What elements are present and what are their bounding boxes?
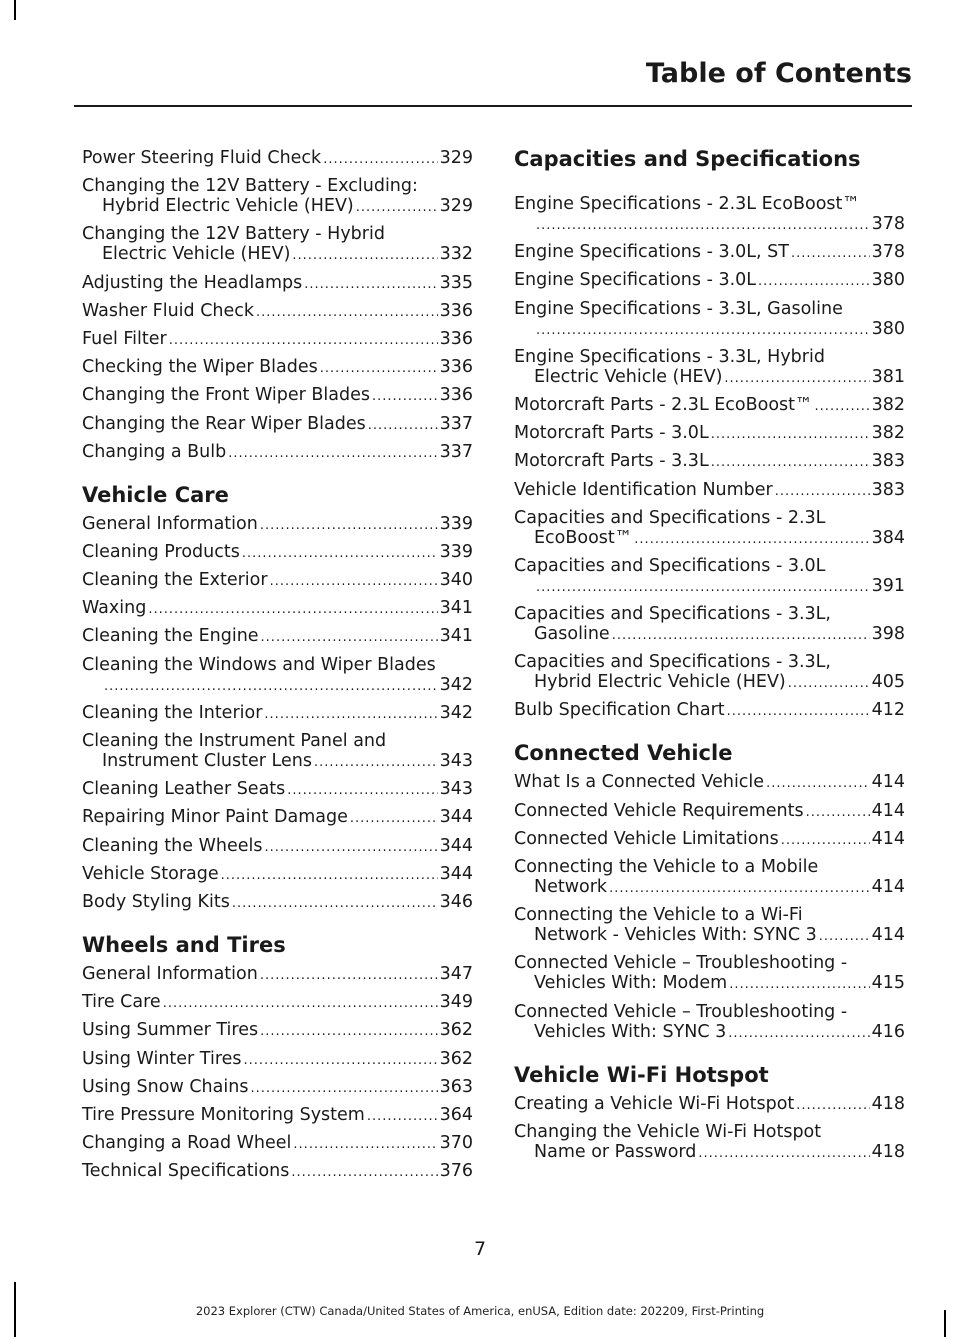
toc-entry-page: 370 <box>439 1133 473 1154</box>
toc-entry-page: 364 <box>439 1104 473 1125</box>
toc-entry-page: 341 <box>439 626 473 647</box>
toc-entry[interactable] <box>514 700 905 722</box>
toc-entry-title: Vehicles With: Modem <box>534 973 728 994</box>
dot-leader <box>711 453 870 473</box>
toc-entry-title: Connecting the Vehicle to a Mobile <box>514 857 819 877</box>
toc-entry-page: 344 <box>439 863 473 884</box>
toc-entry-title: Electric Vehicle (HEV) <box>102 244 291 265</box>
toc-entry[interactable] <box>514 1002 905 1044</box>
toc-entry[interactable] <box>82 357 473 379</box>
dot-leader <box>758 272 870 292</box>
toc-entry[interactable] <box>514 270 905 292</box>
toc-entry[interactable] <box>514 1094 905 1116</box>
toc-left-column <box>82 148 473 1189</box>
dot-leader <box>261 628 438 648</box>
dot-leader <box>260 966 438 986</box>
toc-entry-title: Capacities and Specifications - 3.0L <box>514 555 826 576</box>
toc-entry-page: 339 <box>439 513 473 534</box>
toc-entry-title: Using Snow Chains <box>82 1076 249 1097</box>
toc-entry[interactable] <box>82 514 473 536</box>
toc-entry-title: Engine Specifications - 3.0L, ST <box>514 242 789 263</box>
toc-entry-page: 336 <box>439 300 473 321</box>
toc-entry-title: General Information <box>82 963 258 984</box>
dot-leader <box>819 927 870 947</box>
toc-entry-page: 343 <box>439 751 473 771</box>
toc-entry-title: Motorcraft Parts - 3.0L <box>514 423 709 444</box>
toc-entry-title: Connecting the Vehicle to a Wi-Fi <box>514 905 803 926</box>
toc-entry[interactable] <box>82 385 473 407</box>
dot-leader <box>260 1022 438 1042</box>
dot-leader <box>244 1051 438 1071</box>
toc-entry-title: Capacities and Specifications - 3.3L, <box>514 652 831 673</box>
dot-leader <box>728 1024 869 1044</box>
toc-entry-title: Cleaning the Exterior <box>82 570 268 591</box>
toc-entry-title: Using Summer Tires <box>82 1020 259 1041</box>
toc-entry-page: 381 <box>871 366 905 387</box>
toc-entry[interactable] <box>82 1020 473 1042</box>
toc-entry-page: 363 <box>439 1076 473 1097</box>
toc-entry-page: 384 <box>871 527 905 548</box>
toc-entry-title: Changing the 12V Battery - Excluding: <box>82 176 418 197</box>
dot-leader <box>766 774 870 794</box>
toc-entry-title: Technical Specifications <box>82 1161 290 1182</box>
toc-entry-title: Hybrid Electric Vehicle (HEV) <box>102 196 354 217</box>
toc-entry[interactable] <box>82 1105 473 1127</box>
section-heading: Wheels and Tires <box>82 932 286 957</box>
dot-leader <box>634 530 869 550</box>
dot-leader <box>536 216 870 236</box>
dot-leader <box>169 331 438 351</box>
toc-entry-page: 382 <box>871 394 905 415</box>
dot-leader <box>788 674 870 694</box>
dot-leader <box>536 321 870 341</box>
dot-leader <box>260 516 438 536</box>
dot-leader <box>781 831 870 851</box>
toc-entry-page: 414 <box>871 828 905 849</box>
dot-leader <box>291 1163 437 1183</box>
dot-leader <box>287 781 437 801</box>
toc-entry-page: 332 <box>439 244 473 265</box>
toc-right-column <box>514 146 905 1170</box>
toc-entry-page: 336 <box>439 328 473 349</box>
toc-entry-page: 414 <box>871 772 905 793</box>
section-heading: Vehicle Care <box>82 482 229 507</box>
toc-entry[interactable] <box>514 194 905 236</box>
dot-leader <box>609 879 870 899</box>
toc-entry-title: Network - Vehicles With: SYNC 3 <box>534 925 817 946</box>
dot-leader <box>727 702 870 722</box>
toc-entry[interactable] <box>82 864 473 886</box>
toc-entry-page: 376 <box>439 1161 473 1182</box>
toc-entry-title: Vehicle Identification Number <box>514 479 773 500</box>
toc-entry-title: Fuel Filter <box>82 328 167 349</box>
toc-entry-title: Vehicle Storage <box>82 863 219 884</box>
toc-entry-page: 336 <box>439 385 473 406</box>
toc-entry-title: Network <box>534 877 608 897</box>
toc-entry[interactable] <box>514 508 905 550</box>
toc-entry[interactable] <box>82 301 473 323</box>
dot-leader <box>221 866 438 886</box>
toc-entry[interactable] <box>514 299 905 341</box>
dot-leader <box>356 198 438 218</box>
dot-leader <box>148 600 437 620</box>
toc-entry[interactable] <box>82 655 473 697</box>
header-rule <box>74 105 912 107</box>
section-heading: Capacities and Specifications <box>514 147 861 171</box>
toc-entry[interactable] <box>514 1122 905 1164</box>
toc-entry-title: Motorcraft Parts - 2.3L EcoBoost™ <box>514 394 813 415</box>
dot-leader <box>372 387 438 407</box>
toc-entry-title: Changing the Vehicle Wi-Fi Hotspot <box>514 1121 822 1142</box>
toc-entry-title: Changing the 12V Battery - Hybrid <box>82 224 385 245</box>
toc-entry-page: 349 <box>439 992 473 1013</box>
toc-entry[interactable] <box>514 451 905 473</box>
toc-entry-title: Connected Vehicle Limitations <box>514 828 779 849</box>
toc-entry-page: 378 <box>871 242 905 263</box>
toc-entry[interactable] <box>514 242 905 264</box>
toc-entry-title: What Is a Connected Vehicle <box>514 772 765 793</box>
toc-entry-page: 378 <box>871 214 905 234</box>
toc-entry[interactable] <box>514 829 905 851</box>
toc-entry[interactable] <box>82 892 473 914</box>
dot-leader <box>698 1144 869 1164</box>
toc-entry-page: 412 <box>871 700 905 721</box>
dot-leader <box>320 359 438 379</box>
toc-entry-title: Connected Vehicle – Troubleshooting - <box>514 953 848 974</box>
toc-entry[interactable] <box>82 1077 473 1099</box>
toc-entry[interactable] <box>82 1161 473 1183</box>
toc-entry[interactable] <box>514 652 905 694</box>
dot-leader <box>242 544 438 564</box>
toc-entry[interactable] <box>82 542 473 564</box>
toc-entry-title: Name or Password <box>534 1141 697 1162</box>
toc-entry-page: 342 <box>439 674 473 695</box>
dot-leader <box>815 397 870 417</box>
toc-entry[interactable] <box>514 556 905 598</box>
toc-entry[interactable] <box>82 807 473 829</box>
toc-entry-title: Washer Fluid Check <box>82 300 255 321</box>
toc-entry[interactable] <box>82 148 473 170</box>
toc-entry-page: 380 <box>871 270 905 291</box>
toc-entry-title: Using Winter Tires <box>82 1048 242 1069</box>
toc-entry-title: Cleaning the Engine <box>82 626 259 647</box>
dot-leader <box>612 626 870 646</box>
toc-entry-title: EcoBoost™ <box>534 527 633 548</box>
toc-entry-page: 329 <box>439 196 473 217</box>
toc-entry[interactable] <box>82 273 473 295</box>
toc-entry[interactable] <box>82 329 473 351</box>
toc-entry[interactable] <box>82 1133 473 1155</box>
toc-entry-page: 383 <box>871 479 905 500</box>
toc-entry[interactable] <box>82 442 473 464</box>
toc-entry-title: Changing a Bulb <box>82 441 227 462</box>
toc-entry-title: Changing the Rear Wiper Blades <box>82 413 366 434</box>
toc-entry-page: 339 <box>439 541 473 562</box>
crop-mark-top-left <box>14 0 16 20</box>
toc-entry[interactable] <box>82 779 473 801</box>
dot-leader <box>796 1096 869 1116</box>
toc-entry-page: 362 <box>439 1048 473 1069</box>
toc-entry[interactable] <box>514 953 905 995</box>
toc-entry-page: 336 <box>439 357 473 378</box>
toc-entry-title: General Information <box>82 513 258 534</box>
toc-entry-title: Body Styling Kits <box>82 891 230 912</box>
dot-leader <box>791 244 870 264</box>
toc-entry-page: 344 <box>439 835 473 856</box>
toc-entry-page: 405 <box>871 672 905 693</box>
toc-entry-page: 342 <box>439 702 473 723</box>
toc-entry[interactable] <box>514 772 905 794</box>
toc-entry-title: Engine Specifications - 3.3L, Hybrid <box>514 346 825 367</box>
dot-leader <box>232 894 438 914</box>
toc-entry-page: 414 <box>871 877 905 897</box>
toc-entry-title: Creating a Vehicle Wi-Fi Hotspot <box>514 1093 795 1114</box>
toc-entry-page: 346 <box>439 891 473 912</box>
dot-leader <box>264 838 437 858</box>
dot-leader <box>270 572 438 592</box>
toc-entry-title: Cleaning Leather Seats <box>82 779 286 800</box>
toc-entry-title: Changing a Road Wheel <box>82 1133 292 1154</box>
dot-leader <box>292 246 437 266</box>
toc-entry[interactable] <box>82 224 473 266</box>
toc-entry-title: Motorcraft Parts - 3.3L <box>514 451 709 472</box>
toc-entry-title: Bulb Specification Chart <box>514 700 725 721</box>
toc-entry-page: 343 <box>439 779 473 800</box>
section-heading: Connected Vehicle <box>514 741 733 766</box>
toc-entry[interactable] <box>514 347 905 389</box>
toc-entry[interactable] <box>82 964 473 986</box>
toc-entry[interactable] <box>82 414 473 436</box>
toc-entry[interactable] <box>82 731 473 773</box>
toc-entry-title: Gasoline <box>534 624 610 645</box>
toc-entry[interactable] <box>82 703 473 725</box>
dot-leader <box>724 369 869 389</box>
dot-leader <box>256 303 438 323</box>
toc-entry-page: 380 <box>871 318 905 339</box>
toc-entry-page: 391 <box>871 575 905 596</box>
toc-entry[interactable] <box>514 395 905 417</box>
toc-entry-title: Waxing <box>82 598 147 619</box>
toc-entry[interactable] <box>514 801 905 823</box>
toc-entry-page: 329 <box>439 148 473 168</box>
toc-entry-title: Cleaning Products <box>82 541 240 562</box>
toc-entry-title: Tire Pressure Monitoring System <box>82 1104 365 1125</box>
toc-entry-title: Hybrid Electric Vehicle (HEV) <box>534 672 786 693</box>
toc-entry-title: Capacities and Specifications - 3.3L, <box>514 604 831 625</box>
toc-entry-title: Tire Care <box>82 992 161 1013</box>
dot-leader <box>711 425 870 445</box>
toc-entry-page: 344 <box>439 807 473 828</box>
toc-entry[interactable] <box>514 423 905 445</box>
toc-entry[interactable] <box>514 905 905 947</box>
toc-entry[interactable] <box>82 836 473 858</box>
dot-leader <box>228 444 437 464</box>
toc-entry-page: 337 <box>439 413 473 434</box>
toc-entry-page: 418 <box>871 1093 905 1114</box>
toc-entry-title: Connected Vehicle – Troubleshooting - <box>514 1001 848 1022</box>
toc-entry-title: Power Steering Fluid Check <box>82 148 322 168</box>
toc-entry-page: 362 <box>439 1020 473 1041</box>
section-heading: Vehicle Wi-Fi Hotspot <box>514 1062 769 1087</box>
toc-entry-title: Capacities and Specifications - 2.3L <box>514 507 826 528</box>
toc-entry[interactable] <box>514 857 905 899</box>
dot-leader <box>806 803 870 823</box>
toc-entry-page: 347 <box>439 963 473 984</box>
dot-leader <box>304 275 437 295</box>
page-number: 7 <box>473 1238 487 1260</box>
toc-entry[interactable] <box>82 598 473 620</box>
page-header <box>0 58 912 89</box>
toc-entry-title: Cleaning the Instrument Panel and <box>82 731 387 751</box>
dot-leader <box>729 975 869 995</box>
dot-leader <box>775 482 870 502</box>
dot-leader <box>536 578 870 598</box>
toc-entry-page: 415 <box>871 973 905 994</box>
toc-entry-page: 418 <box>871 1141 905 1162</box>
toc-entry[interactable] <box>82 570 473 592</box>
toc-entry-page: 382 <box>871 423 905 444</box>
toc-entry-title: Cleaning the Interior <box>82 702 263 723</box>
toc-entry-title: Repairing Minor Paint Damage <box>82 807 348 828</box>
toc-entry[interactable] <box>82 992 473 1014</box>
dot-leader <box>350 809 438 829</box>
dot-leader <box>163 994 438 1014</box>
toc-entry-page: 416 <box>871 1021 905 1042</box>
dot-leader <box>367 1107 438 1127</box>
toc-entry-page: 398 <box>871 624 905 645</box>
toc-entry-title: Instrument Cluster Lens <box>102 751 312 771</box>
toc-entry[interactable] <box>82 1049 473 1071</box>
edition-footer: 2023 Explorer (CTW) Canada/United States of America, enUSA, Edition date: 202209, First-Printing <box>195 1304 765 1318</box>
toc-entry-title: Checking the Wiper Blades <box>82 357 318 378</box>
toc-entry-title: Electric Vehicle (HEV) <box>534 366 723 387</box>
toc-entry-title: Adjusting the Headlamps <box>82 272 303 293</box>
toc-entry-page: 335 <box>439 272 473 293</box>
dot-leader <box>368 416 438 436</box>
toc-entry-page: 337 <box>439 441 473 462</box>
toc-entry-page: 383 <box>871 451 905 472</box>
dot-leader <box>323 150 437 170</box>
toc-entry-title: Engine Specifications - 2.3L EcoBoost™ <box>514 194 860 214</box>
dot-leader <box>314 753 438 773</box>
dot-leader <box>250 1079 437 1099</box>
toc-entry[interactable] <box>514 604 905 646</box>
toc-entry[interactable] <box>514 480 905 502</box>
toc-entry-title: Vehicles With: SYNC 3 <box>534 1021 727 1042</box>
toc-entry-title: Cleaning the Windows and Wiper Blades <box>82 654 436 675</box>
toc-entry-page: 414 <box>871 800 905 821</box>
toc-entry[interactable] <box>82 176 473 218</box>
toc-entry-title: Engine Specifications - 3.0L <box>514 270 757 291</box>
toc-entry-title: Connected Vehicle Requirements <box>514 800 804 821</box>
toc-entry-page: 340 <box>439 570 473 591</box>
toc-entry-title: Engine Specifications - 3.3L, Gasoline <box>514 298 843 319</box>
toc-entry-page: 341 <box>439 598 473 619</box>
dot-leader <box>104 677 438 697</box>
dot-leader <box>293 1135 437 1155</box>
toc-entry-title: Cleaning the Wheels <box>82 835 263 856</box>
dot-leader <box>264 705 437 725</box>
page-title: Table of Contents <box>645 58 912 89</box>
toc-entry[interactable] <box>82 626 473 648</box>
toc-entry-title: Changing the Front Wiper Blades <box>82 385 370 406</box>
toc-entry-page: 414 <box>871 925 905 946</box>
